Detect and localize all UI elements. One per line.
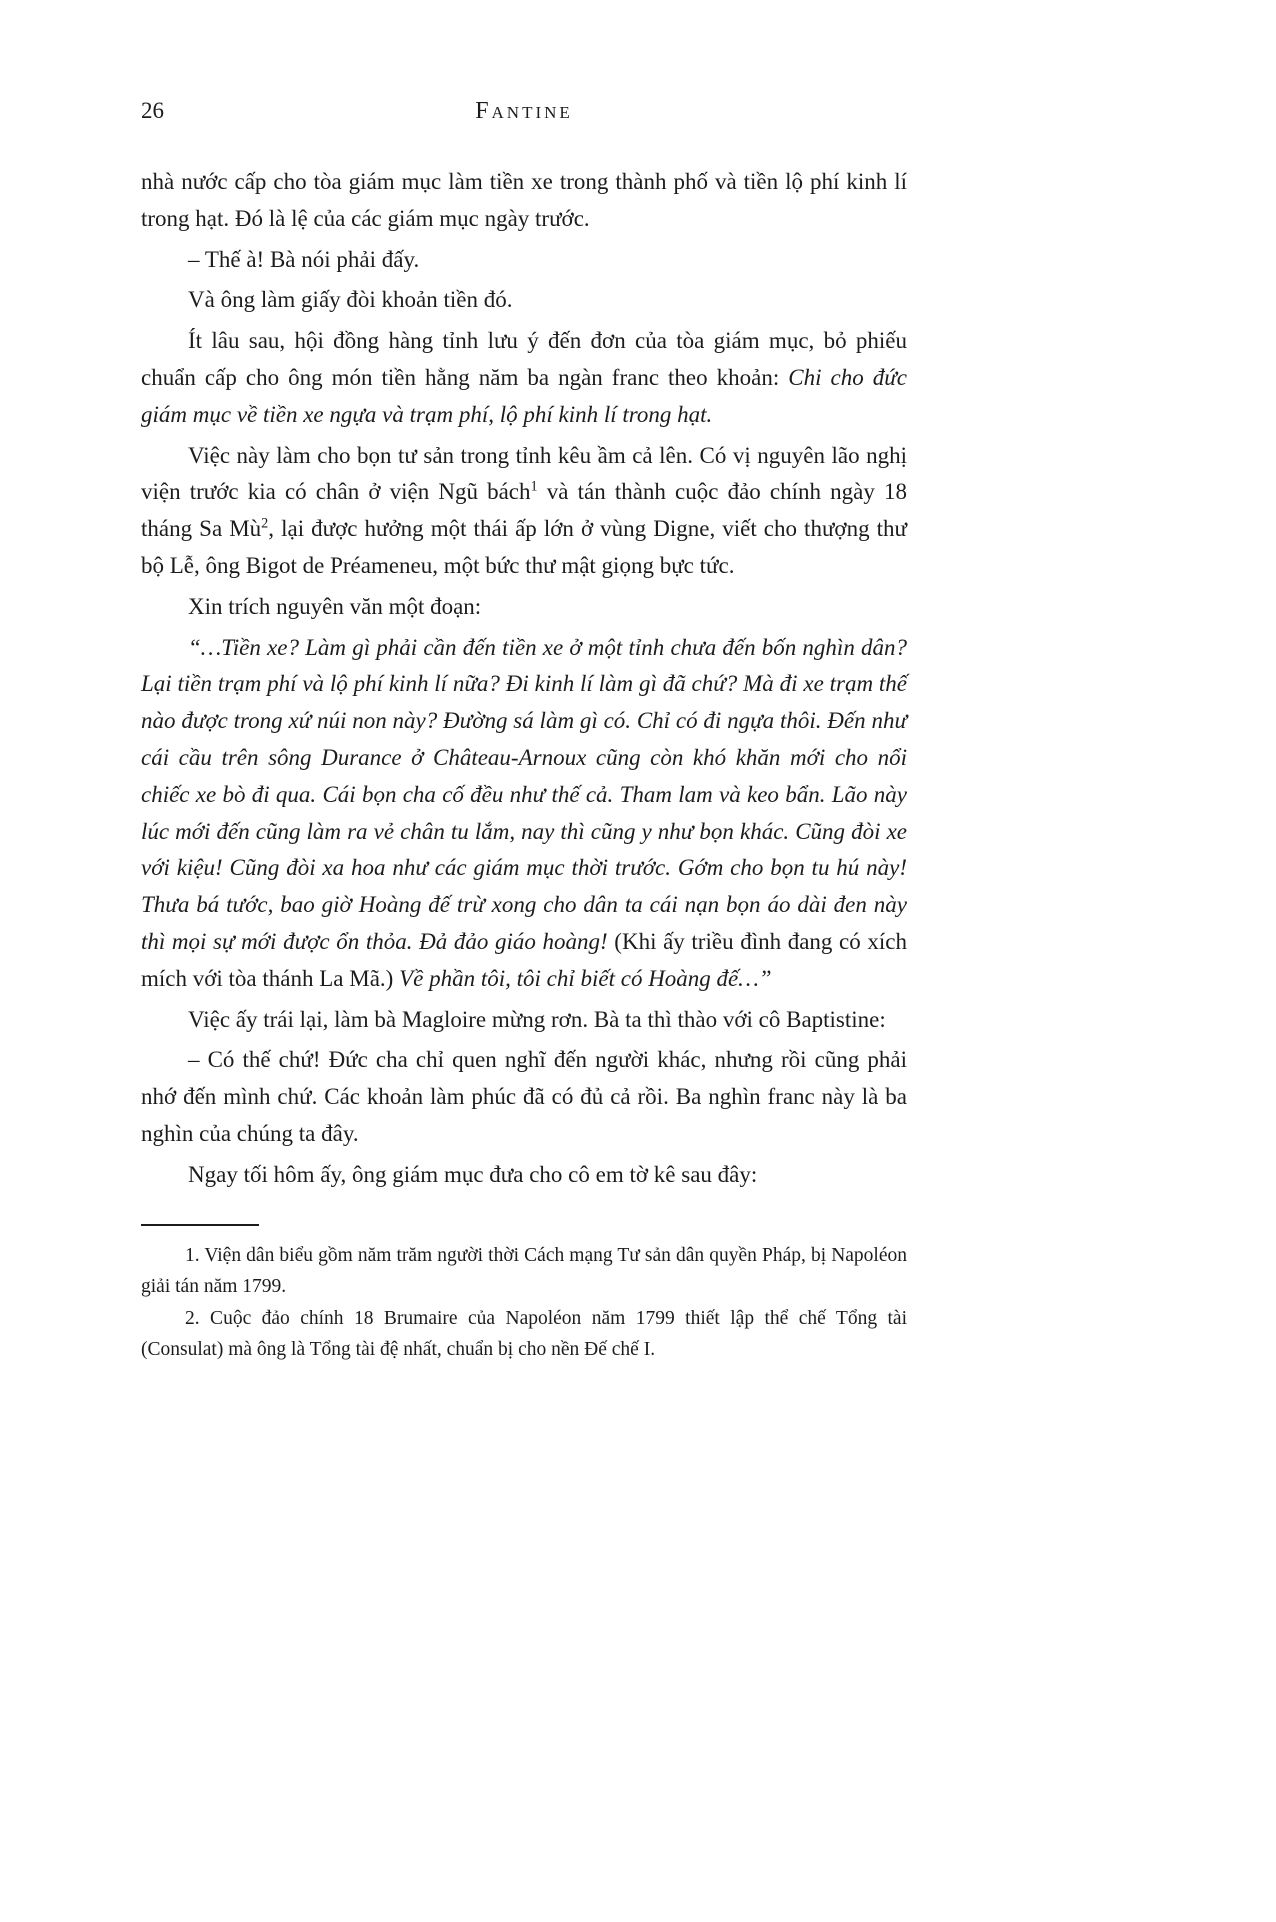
- text-segment: – Có thế chứ! Đức cha chỉ quen nghĩ đến người khác, nhưng rồi cũng phải nhớ đến mình chứ. Các khoản làm phúc đã có đủ cả rồi. Ba nghìn franc này là ba nghìn của chúng ta đây.: [141, 1047, 907, 1146]
- text-segment: Xin trích nguyên văn một đoạn:: [188, 593, 482, 619]
- footnote: 1. Viện dân biểu gồm năm trăm người thời Cách mạng Tư sản dân quyền Pháp, bị Napoléon giải tán năm 1799.: [141, 1244, 907, 1298]
- paragraph: [141, 323, 907, 433]
- italic-text-segment: Về phần tôi, tôi chỉ biết có Hoàng đế…”: [399, 965, 772, 991]
- italic-text-segment: “…Tiền xe? Làm gì phải cần đến tiền xe ở một tỉnh chưa đến bốn nghìn dân? Lại tiền trạm phí và lộ phí kinh lí nữa? Đi kinh lí làm gì đã chứ? Mà đi xe trạm thế nào được trong xứ núi non này? Đường sá làm gì có. Chỉ có đi ngựa thôi. Đến như cái cầu trên sông Durance ở Château-Arnoux cũng còn khó khăn mới cho nổi chiếc xe bò đi qua. Cái bọn cha cố đều như thế cả. Tham lam và keo bẩn. Lão này lúc mới đến cũng làm ra vẻ chân tu lắm, nay thì cũng y như bọn khác. Cũng đòi xe với kiệu! Cũng đòi xa hoa như các giám mục thời trước. Gớm cho bọn tu hú này! Thưa bá tước, bao giờ Hoàng đế trừ xong cho dân ta cái nạn bọn áo dài đen này thì mọi sự mới được ổn thỏa. Đả đảo giáo hoàng!: [141, 634, 907, 954]
- paragraph: [141, 438, 907, 585]
- text-segment: – Thế à! Bà nói phải đấy.: [188, 246, 420, 272]
- paragraph: [141, 1042, 907, 1152]
- text-segment: Và ông làm giấy đòi khoản tiền đó.: [188, 287, 513, 313]
- page-number: 26: [141, 98, 164, 123]
- italic-text-segment: Chi cho đức giám mục về tiền xe ngựa và trạm phí, lộ phí kinh lí trong hạt.: [141, 364, 908, 427]
- running-head-title: Fantine: [475, 98, 573, 124]
- paragraph: [141, 1157, 907, 1194]
- footnote-reference: 2: [261, 515, 269, 532]
- page-content: [141, 98, 907, 1366]
- text-segment: và tán thành cuộc đảo chính ngày 18 tháng Sa Mù: [141, 479, 907, 542]
- footnote: 2. Cuộc đảo chính 18 Brumaire của Napoléon năm 1799 thiết lập thể chế Tổng tài (Consulat) mà ông là Tổng tài đệ nhất, chuẩn bị cho nền Đế chế I.: [141, 1307, 907, 1361]
- text-segment: nhà nước cấp cho tòa giám mục làm tiền xe trong thành phố và tiền lộ phí kinh lí trong hạt. Đó là lệ của các giám mục ngày trước.: [141, 169, 907, 231]
- body-text: [141, 164, 907, 1194]
- page-header: [141, 98, 907, 130]
- text-segment: (Khi ấy triều đình đang có xích mích với tòa thánh La Mã.): [141, 928, 907, 991]
- paragraph: [141, 164, 907, 238]
- footnotes-section: [141, 1240, 907, 1366]
- footnote-separator: [141, 1224, 259, 1226]
- text-segment: , lại được hưởng một thái ấp lớn ở vùng Digne, viết cho thượng thư bộ Lễ, ông Bigot de Préameneu, một bức thư mật giọng bực tức.: [141, 516, 907, 578]
- text-segment: Việc ấy trái lại, làm bà Magloire mừng rơn. Bà ta thì thào với cô Baptistine:: [188, 1006, 886, 1032]
- text-segment: Ít lâu sau, hội đồng hàng tỉnh lưu ý đến đơn của tòa giám mục, bỏ phiếu chuẩn cấp cho ông món tiền hằng năm ba ngàn franc theo khoản:: [141, 328, 907, 390]
- paragraph: [141, 1002, 907, 1039]
- paragraph: [141, 282, 907, 319]
- paragraph: [141, 630, 907, 998]
- text-segment: Ngay tối hôm ấy, ông giám mục đưa cho cô em tờ kê sau đây:: [188, 1161, 758, 1187]
- paragraph: [141, 589, 907, 626]
- footnote-reference: 1: [530, 478, 538, 495]
- text-segment: Việc này làm cho bọn tư sản trong tỉnh kêu ầm cả lên. Có vị nguyên lão nghị viện trước kia có chân ở viện Ngũ bách: [141, 442, 907, 505]
- paragraph: [141, 242, 907, 279]
